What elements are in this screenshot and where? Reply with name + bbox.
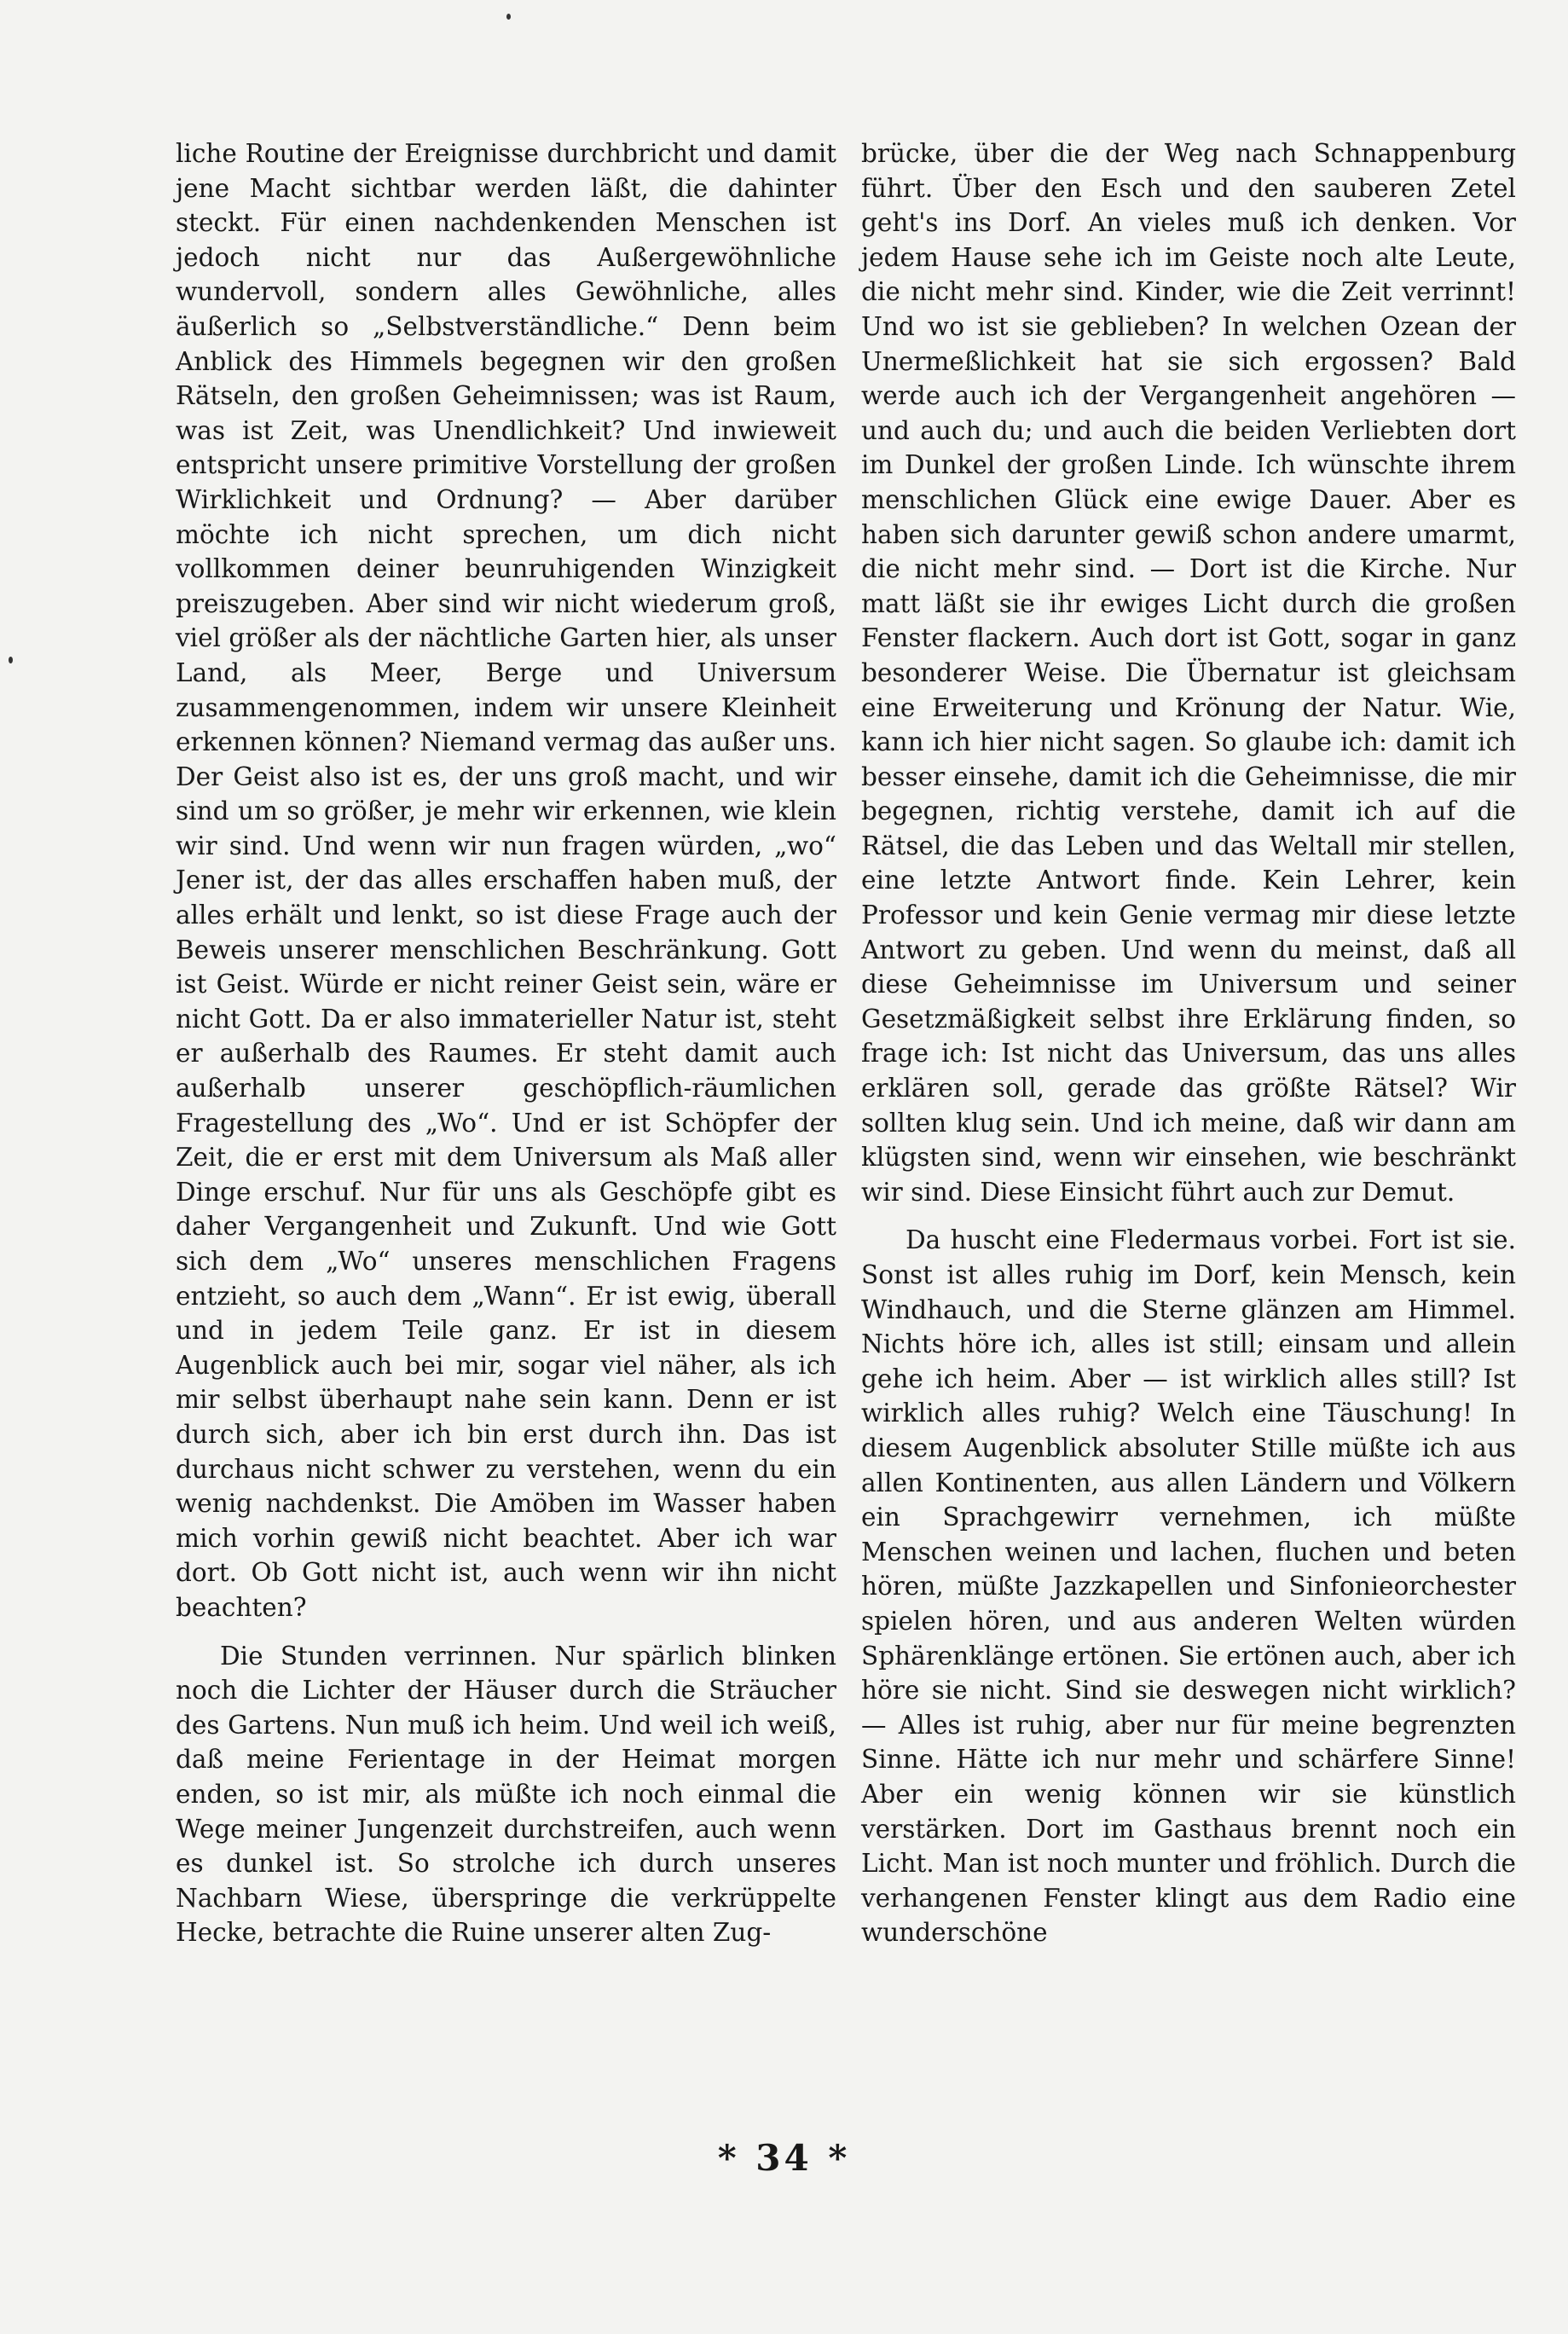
print-speck (9, 657, 13, 663)
paragraph: Da huscht eine Fledermaus vorbei. Fort ist sie. Sonst ist alles ruhig im Dorf, kein Mensch, kein Windhauch, und die Sterne glänzen am Himmel. Nichts höre ich, alles ist still; einsam und allein gehe ich heim. Aber — ist wirklich alles still? Ist wirklich alles ruhig? Welch eine Täuschung! In diesem Augenblick absoluter Stille müßte ich aus allen Kontinenten, aus allen Ländern und Völkern ein Sprachgewirr vernehmen, ich müßte Menschen weinen und lachen, fluchen und beten hören, müßte Jazzkapellen und Sinfonieorchester spielen hören, und aus anderen Welten würden Sphärenklänge ertönen. Sie ertönen auch, aber ich höre sie nicht. Sind sie deswegen nicht wirklich? — Alles ist ruhig, aber nur für meine begrenzten Sinne. Hätte ich nur mehr und schärfere Sinne! Aber ein wenig können wir sie künstlich verstärken. Dort im Gasthaus brennt noch ein Licht. Man ist noch munter und fröhlich. Durch die verhangenen Fenster klingt aus dem Radio eine wunderschöne (861, 1225, 1516, 1948)
paragraph: Die Stunden verrinnen. Nur spärlich blinken noch die Lichter der Häuser durch die Sträucher des Gartens. Nun muß ich heim. Und weil ich weiß, daß meine Ferientage in der Heimat morgen enden, so ist mir, als müßte ich noch einmal die Wege meiner Jungenzeit durchstreifen, auch wenn es dunkel ist. So strolche ich durch unseres Nachbarn Wiese, überspringe die verkrüppelte Hecke, betrachte die Ruine unserer alten Zug- (176, 1641, 836, 1948)
right-text-column (861, 136, 1516, 1950)
page-number: * 34 * (717, 2137, 851, 2179)
paragraph: brücke, über die der Weg nach Schnappenburg führt. Über den Esch und den sauberen Zetel geht's ins Dorf. An vieles muß ich denken. Vor jedem Hause sehe ich im Geiste noch alte Leute, die nicht mehr sind. Kinder, wie die Zeit verrinnt! Und wo ist sie geblieben? In welchen Ozean der Unermeßlichkeit hat sie sich ergossen? Bald werde auch ich der Vergangenheit angehören — und auch du; und auch die beiden Verliebten dort im Dunkel der großen Linde. Ich wünschte ihrem menschlichen Glück eine ewige Dauer. Aber es haben sich darunter gewiß schon andere umarmt, die nicht mehr sind. — Dort ist die Kirche. Nur matt läßt sie ihr ewiges Licht durch die großen Fenster flackern. Auch dort ist Gott, sogar in ganz besonderer Weise. Die Übernatur ist gleichsam eine Erweiterung und Krönung der Natur. Wie, kann ich hier nicht sagen. So glaube ich: damit ich besser einsehe, damit ich die Geheimnisse, die mir begegnen, richtig verstehe, damit ich auf die Rätsel, die das Leben und das Weltall mir stellen, eine letzte Antwort finde. Kein Lehrer, kein Professor und kein Genie vermag mir diese letzte Antwort zu geben. Und wenn du meinst, daß all diese Geheimnisse im Universum und seiner Gesetzmäßigkeit selbst ihre Erklärung finden, so frage ich: Ist nicht das Universum, das uns alles erklären soll, gerade das größte Rätsel? Wir sollten klug sein. Und ich meine, daß wir dann am klügsten sind, wenn wir einsehen, wie beschränkt wir sind. Diese Einsicht führt auch zur Demut. (861, 139, 1516, 1207)
print-speck (506, 14, 511, 20)
paragraph: liche Routine der Ereignisse durchbricht und damit jene Macht sichtbar werden läßt, die dahinter steckt. Für einen nachdenkenden Menschen ist jedoch nicht nur das Außergewöhnliche wundervoll, sondern alles Gewöhnliche, alles äußerlich so „Selbstverständliche.“ Denn beim Anblick des Himmels begegnen wir den großen Rätseln, den großen Geheimnissen; was ist Raum, was ist Zeit, was Unendlichkeit? Und inwieweit entspricht unsere primitive Vorstellung der großen Wirklichkeit und Ordnung? — Aber darüber möchte ich nicht sprechen, um dich nicht vollkommen deiner beunruhigenden Winzigkeit preiszugeben. Aber sind wir nicht wiederum groß, viel größer als der nächtliche Garten hier, als unser Land, als Meer, Berge und Universum zusammengenommen, indem wir unsere Kleinheit erkennen können? Niemand vermag das außer uns. Der Geist also ist es, der uns groß macht, und wir sind um so größer, je mehr wir erkennen, wie klein wir sind. Und wenn wir nun fragen würden, „wo“ Jener ist, der das alles erschaffen haben muß, der alles erhält und lenkt, so ist diese Frage auch der Beweis unserer menschlichen Beschränkung. Gott ist Geist. Würde er nicht reiner Geist sein, wäre er nicht Gott. Da er also immaterieller Natur ist, steht er außerhalb des Raumes. Er steht damit auch außerhalb unserer geschöpflich-räumlichen Fragestellung des „Wo“. Und er ist Schöpfer der Zeit, die er erst mit dem Universum als Maß aller Dinge erschuf. Nur für uns als Geschöpfe gibt es daher Vergangenheit und Zukunft. Und wie Gott sich dem „Wo“ unseres menschlichen Fragens entzieht, so auch dem „Wann“. Er ist ewig, überall und in jedem Teile ganz. Er ist in diesem Augenblick auch bei mir, sogar viel näher, als ich mir selbst überhaupt nahe sein kann. Denn er ist durch sich, aber ich bin erst durch ihn. Das ist durchaus nicht schwer zu verstehen, wenn du ein wenig nachdenkst. Die Amöben im Wasser haben mich vorhin gewiß nicht beachtet. Aber ich war dort. Ob Gott nicht ist, auch wenn wir ihn nicht beachten? (176, 139, 836, 1622)
left-text-column (176, 136, 836, 1950)
